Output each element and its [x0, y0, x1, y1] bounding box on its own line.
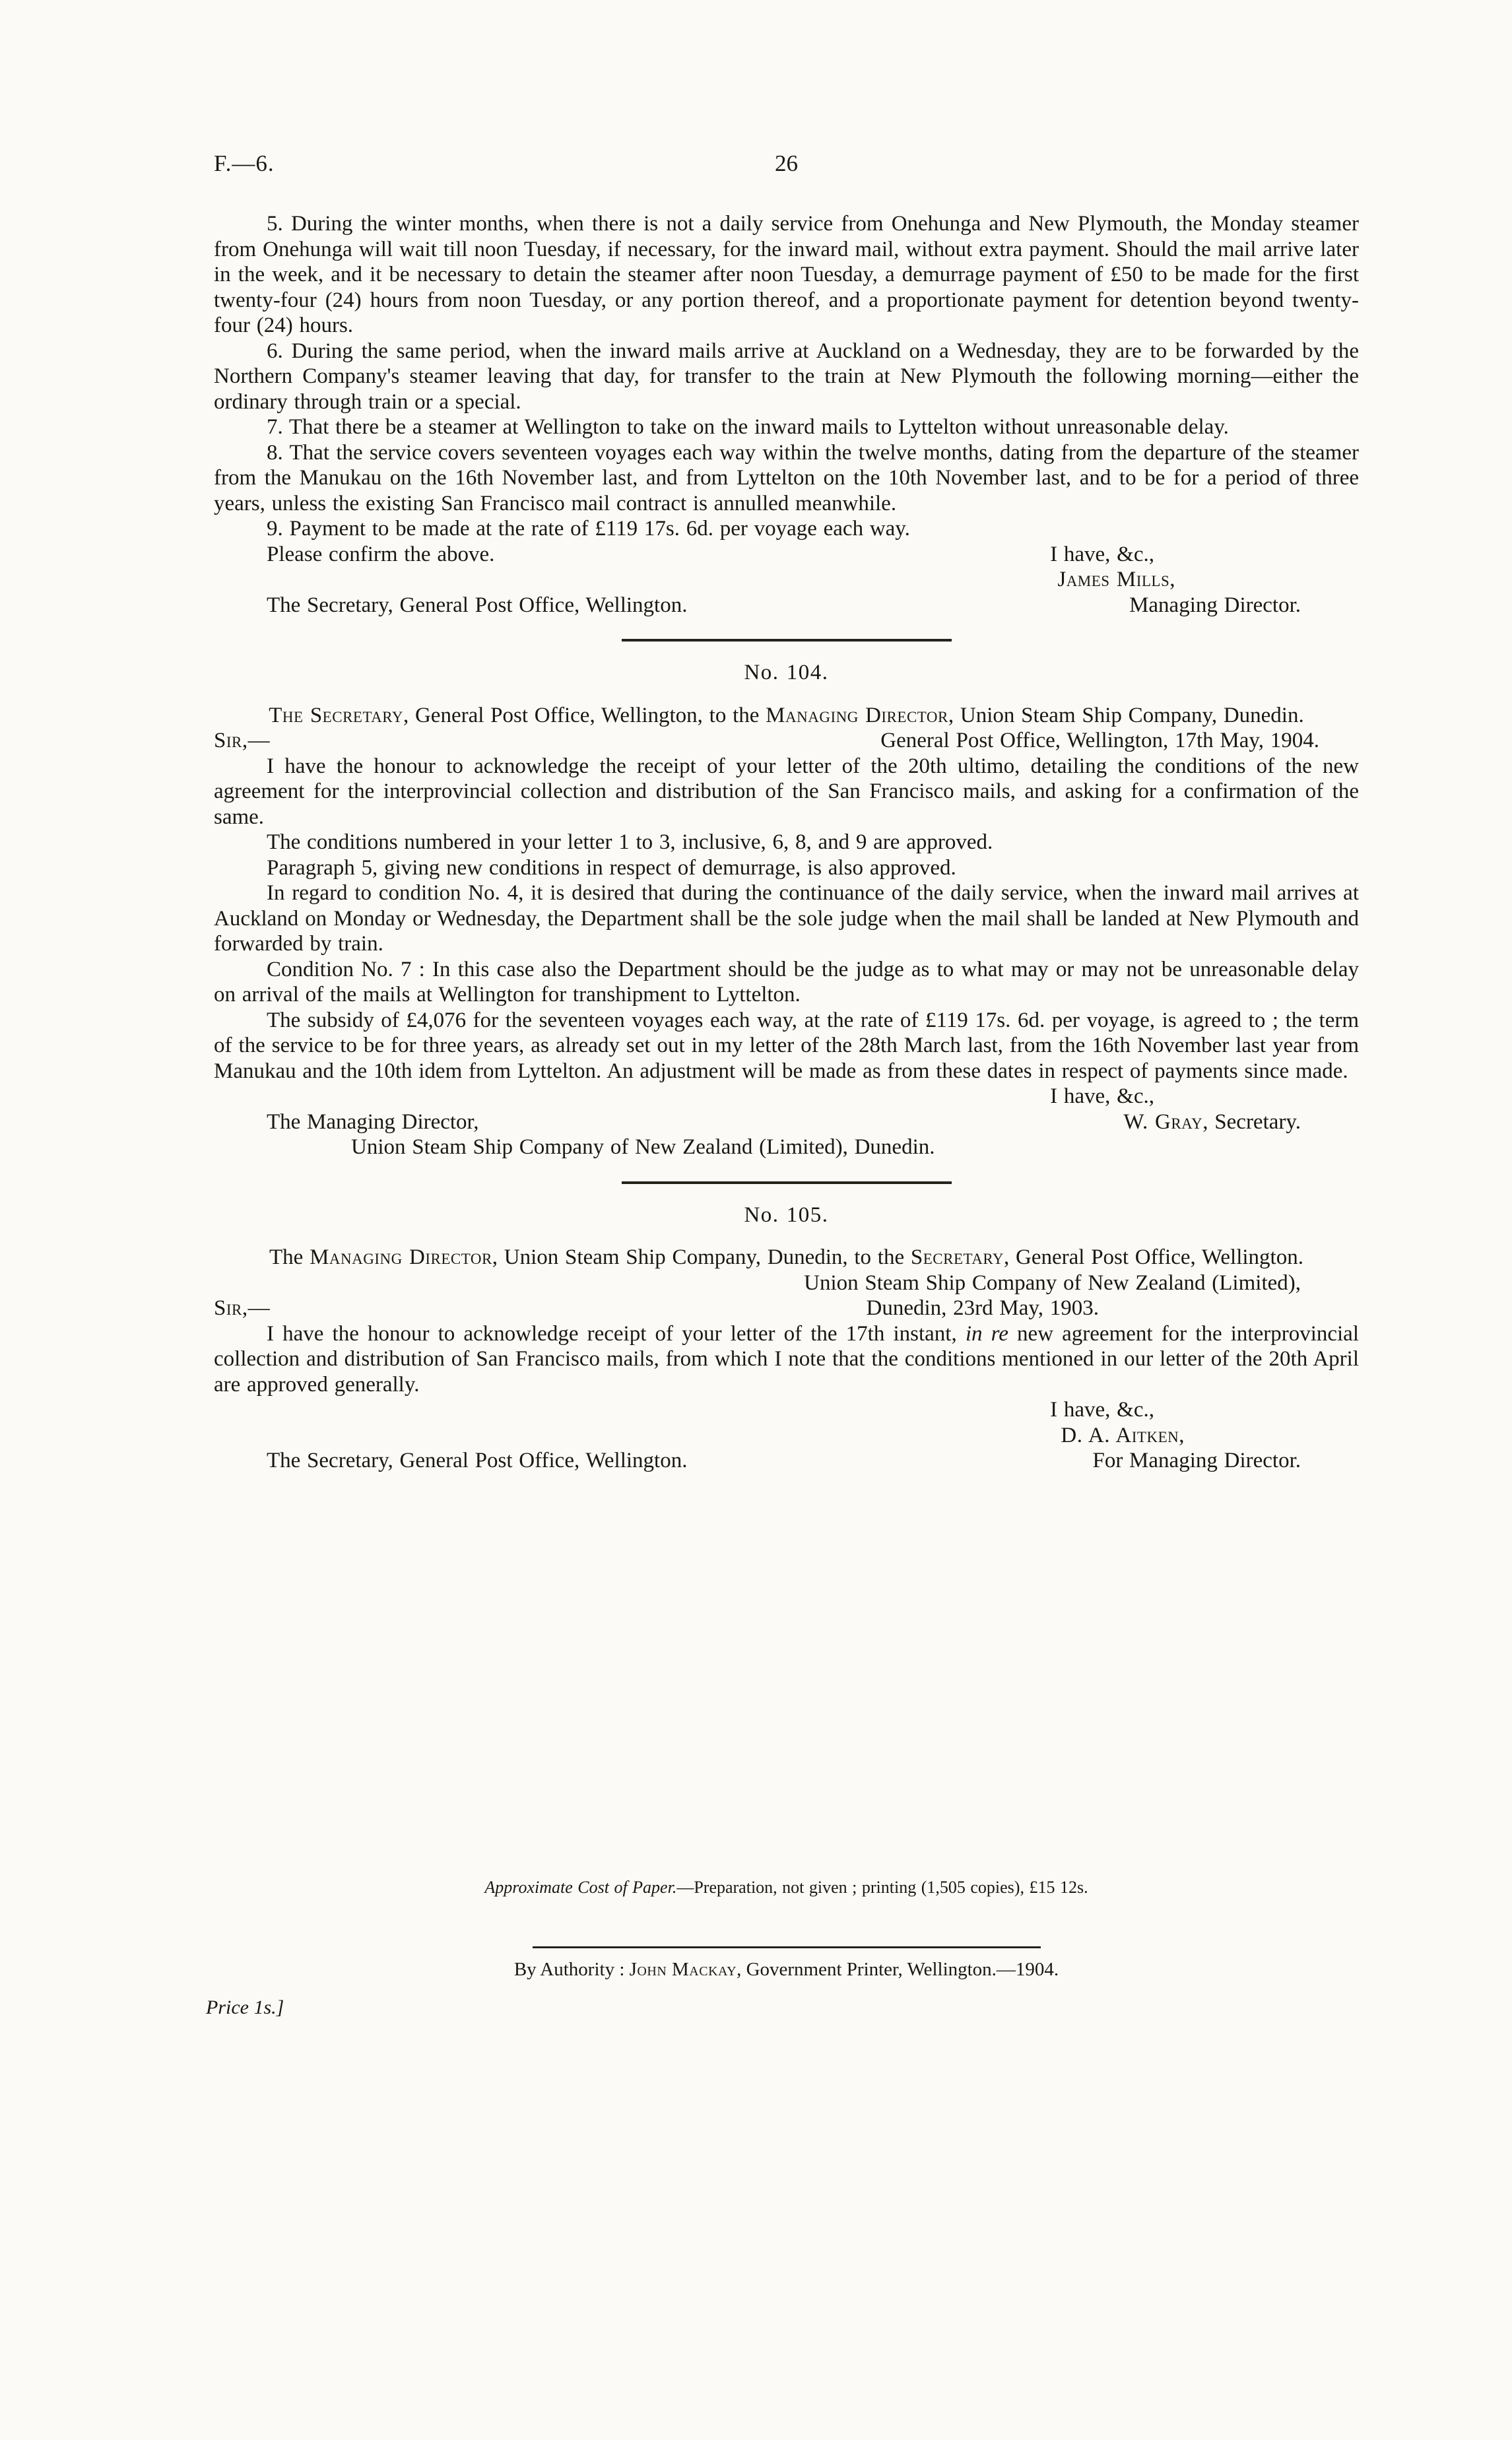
price-note: Price 1s.] [206, 1996, 284, 2018]
footer-rule [533, 1946, 1041, 1948]
paragraph: I have the honour to acknowledge receipt of your letter of the 17th instant, in re new agreement for the interprovincial collection and distribution of San Francisco mails, from which I note that the conditions mentioned in our letter of the 20th April are approved generally. [214, 1321, 1359, 1397]
dateline: General Post Office, Wellington, 17th May, 1904. [880, 729, 1319, 752]
signature-name: James Mills, [1057, 568, 1175, 591]
paragraph: Paragraph 5, giving new conditions in respect of demurrage, is also approved. [267, 855, 956, 880]
sender-address-row [214, 1270, 1359, 1296]
valediction: I have, &c., [1050, 1398, 1154, 1422]
authority-imprint: By Authority : John Mackay, Government Printer, Wellington.—1904. [513, 1959, 1059, 1980]
paragraph-9: 9. Payment to be made at the rate of £119 17s. 6d. per voyage each way. [267, 517, 910, 541]
signature-row [214, 1423, 1359, 1449]
paragraph: Condition No. 7 : In this case also the Department should be the judge as to what may or may not be unreasonable delay on arrival of the mails at Wellington for transhipment to Lyttelton. [214, 957, 1359, 1006]
dateline: Dunedin, 23rd May, 1903. [866, 1296, 1099, 1320]
paragraph: In regard to condition No. 4, it is desired that during the continuance of the daily service, when the inward mail arrives at Auckland on Monday or Wednesday, the Department shall be the sole judge when the mail shall be landed at New Plymouth and forwarded by train. [214, 881, 1359, 956]
sender-address: Union Steam Ship Company of New Zealand (Limited), [804, 1270, 1301, 1295]
salutation: Sir,— [214, 1296, 271, 1320]
signature-role: For Managing Director. [1092, 1449, 1301, 1472]
valediction: I have, &c., [1050, 542, 1154, 566]
letter-number: No. 105. [744, 1203, 829, 1227]
addressee-line-1: The Managing Director, [267, 1109, 479, 1134]
paragraph: I have the honour to acknowledge the receipt of your letter of the 20th ultimo, detailing the conditions of the new agreement for the interprovincial collection and distribution of the San Francisco mails, and asking for a confirmation of the same. [214, 754, 1359, 829]
salutation: Sir,— [214, 729, 271, 752]
signature-name: W. Gray, Secretary. [1123, 1109, 1301, 1134]
paragraph-5: 5. During the winter months, when there is not a daily service from Onehunga and New Plymouth, the Monday steamer from Onehunga will wait till noon Tuesday, if necessary, for the inward mail, without extra payment. Should the mail arrive later in the week, and it be necessary to detain the steamer after noon Tuesday, a demurrage payment of £50 to be made for the first twenty-four (24) hours from noon Tuesday, or any portion thereof, and a proportionate payment for detention beyond twenty-four (24) hours. [214, 212, 1359, 337]
salutation-row [214, 1296, 1359, 1321]
confirm-line: Please confirm the above. [267, 542, 495, 566]
valediction-row [214, 1084, 1359, 1109]
cost-of-paper-note: Approximate Cost of Paper.—Preparation, not given ; printing (1,505 copies), £15 12s. [484, 1878, 1088, 1897]
valediction: I have, &c., [1050, 1084, 1154, 1108]
addressee-row [214, 1448, 1359, 1474]
valediction-row [214, 1397, 1359, 1423]
letter-105-section [214, 1203, 1359, 1474]
addressee-line-2: Union Steam Ship Company of New Zealand (Limited), Dunedin. [351, 1135, 935, 1159]
salutation-row [214, 728, 1359, 754]
addressee-row [214, 1109, 1359, 1135]
section-divider [622, 1181, 952, 1184]
letter-heading: The Secretary, General Post Office, Wellington, to the Managing Director, Union Steam Ship Company, Dunedin. [269, 703, 1304, 727]
page-number: 26 [775, 150, 798, 176]
letter-heading: The Managing Director, Union Steam Ship Company, Dunedin, to the Secretary, General Post Office, Wellington. [269, 1245, 1303, 1269]
letter-number: No. 104. [744, 661, 829, 684]
document-reference: F.—6. [214, 150, 275, 176]
paragraph-6: 6. During the same period, when the inward mails arrive at Auckland on a Wednesday, they are to be forwarded by the Northern Company's steamer leaving that day, for transfer to the train at New Plymouth the following morning—either the ordinary through train or a special. [214, 339, 1359, 414]
paragraph-8: 8. That the service covers seventeen voyages each way within the twelve months, dating from the departure of the steamer from the Manukau on the 16th November last, and from Lyttelton on the 10th November last, and to be for a period of three years, unless the existing San Francisco mail contract is annulled meanwhile. [214, 440, 1359, 515]
paragraph: The subsidy of £4,076 for the seventeen voyages each way, at the rate of £119 17s. 6d. per voyage, is agreed to ; the term of the service to be for three years, as already set out in my letter of the 28th March last, from the 16th November last year from Manukau and the 10th idem from Lyttelton. An adjustment will be made as from these dates in respect of payments since made. [214, 1008, 1359, 1083]
addressee-row-2 [214, 1135, 1359, 1160]
addressee-row [214, 593, 1359, 618]
signature-row [214, 567, 1359, 593]
paragraph-7: 7. That there be a steamer at Wellington to take on the inward mails to Lyttelton without unreasonable delay. [267, 415, 1229, 439]
letter-103-section [214, 211, 1359, 618]
section-divider [622, 639, 952, 642]
page-content [214, 211, 1359, 1474]
closing-row [214, 542, 1359, 568]
signature-role: Managing Director. [1129, 593, 1301, 617]
signature-name: D. A. Aitken, [1061, 1423, 1185, 1447]
page-footer [206, 1878, 1359, 2018]
paragraph: The conditions numbered in your letter 1 to 3, inclusive, 6, 8, and 9 are approved. [267, 830, 993, 854]
addressee: The Secretary, General Post Office, Wellington. [267, 593, 688, 617]
letter-104-section [214, 660, 1359, 1160]
addressee: The Secretary, General Post Office, Wellington. [267, 1449, 688, 1472]
